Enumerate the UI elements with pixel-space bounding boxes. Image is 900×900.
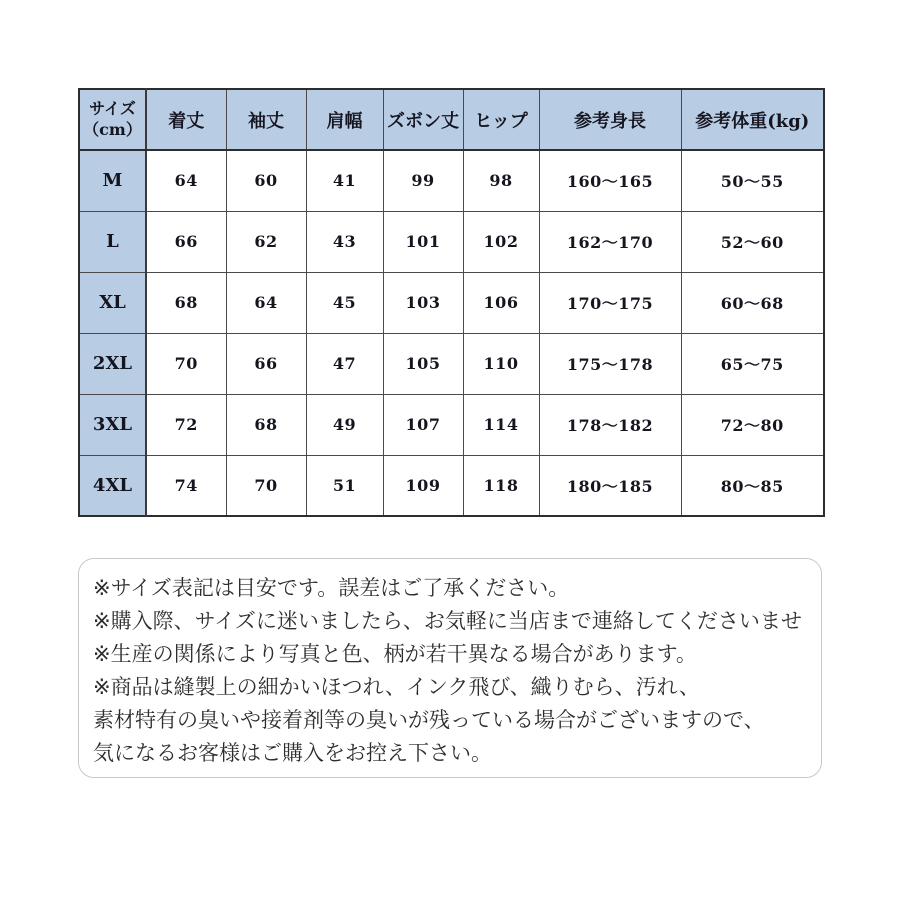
cell-value: 101 xyxy=(383,211,463,272)
size-label: M xyxy=(79,150,146,211)
cell-value: 118 xyxy=(463,455,539,516)
cell-value: 60 xyxy=(226,150,306,211)
note-line: 気になるお客様はご購入をお控え下さい。 xyxy=(93,741,492,765)
cell-value: 103 xyxy=(383,272,463,333)
header-row xyxy=(79,89,824,150)
header-cell-reference-weight: 参考体重(kg) xyxy=(681,89,824,150)
size-label: XL xyxy=(79,272,146,333)
size-label: 2XL xyxy=(79,333,146,394)
cell-value: 50〜55 xyxy=(681,150,824,211)
cell-value: 62 xyxy=(226,211,306,272)
cell-value: 60〜68 xyxy=(681,272,824,333)
size-label: 3XL xyxy=(79,394,146,455)
cell-value: 64 xyxy=(146,150,226,211)
cell-value: 49 xyxy=(306,394,383,455)
cell-value: 68 xyxy=(146,272,226,333)
note-line: ※生産の関係により写真と色、柄が若干異なる場合があります。 xyxy=(93,642,697,666)
cell-value: 170〜175 xyxy=(539,272,681,333)
cell-value: 175〜178 xyxy=(539,333,681,394)
size-chart-table xyxy=(78,88,825,517)
cell-value: 160〜165 xyxy=(539,150,681,211)
notes-box xyxy=(78,558,822,778)
cell-value: 162〜170 xyxy=(539,211,681,272)
cell-value: 68 xyxy=(226,394,306,455)
cell-value: 52〜60 xyxy=(681,211,824,272)
cell-value: 72〜80 xyxy=(681,394,824,455)
table-row-3xl xyxy=(79,394,824,455)
size-label: 4XL xyxy=(79,455,146,516)
cell-value: 80〜85 xyxy=(681,455,824,516)
cell-value: 110 xyxy=(463,333,539,394)
cell-value: 45 xyxy=(306,272,383,333)
header-cell-shoulder-width: 肩幅 xyxy=(306,89,383,150)
header-cell-pants-length: ズボン丈 xyxy=(383,89,463,150)
size-unit-line2: （cm） xyxy=(83,119,142,139)
cell-value: 99 xyxy=(383,150,463,211)
cell-value: 66 xyxy=(226,333,306,394)
table-row-l xyxy=(79,211,824,272)
cell-value: 70 xyxy=(226,455,306,516)
header-cell-body-length: 着丈 xyxy=(146,89,226,150)
header-cell-hip: ヒップ xyxy=(463,89,539,150)
cell-value: 43 xyxy=(306,211,383,272)
cell-value: 105 xyxy=(383,333,463,394)
cell-value: 107 xyxy=(383,394,463,455)
table-row-4xl xyxy=(79,455,824,516)
cell-value: 106 xyxy=(463,272,539,333)
note-line: ※購入際、サイズに迷いましたら、お気軽に当店まで連絡してくださいませ xyxy=(93,609,802,633)
note-line: ※商品は縫製上の細かいほつれ、インク飛び、織りむら、汚れ、 xyxy=(93,675,700,699)
table-row-xl xyxy=(79,272,824,333)
size-label: L xyxy=(79,211,146,272)
cell-value: 109 xyxy=(383,455,463,516)
cell-value: 70 xyxy=(146,333,226,394)
cell-value: 180〜185 xyxy=(539,455,681,516)
cell-value: 64 xyxy=(226,272,306,333)
cell-value: 41 xyxy=(306,150,383,211)
cell-value: 74 xyxy=(146,455,226,516)
table-row-m xyxy=(79,150,824,211)
cell-value: 114 xyxy=(463,394,539,455)
cell-value: 66 xyxy=(146,211,226,272)
cell-value: 47 xyxy=(306,333,383,394)
header-cell-reference-height: 参考身長 xyxy=(539,89,681,150)
note-line: 素材特有の臭いや接着剤等の臭いが残っている場合がございますので、 xyxy=(93,708,765,732)
cell-value: 65〜75 xyxy=(681,333,824,394)
header-cell-sleeve-length: 袖丈 xyxy=(226,89,306,150)
cell-value: 98 xyxy=(463,150,539,211)
cell-value: 51 xyxy=(306,455,383,516)
note-line: ※サイズ表記は目安です。誤差はご了承ください。 xyxy=(93,576,570,600)
header-cell-size-unit xyxy=(79,89,146,150)
cell-value: 72 xyxy=(146,394,226,455)
cell-value: 178〜182 xyxy=(539,394,681,455)
size-unit-line1: サイズ xyxy=(89,98,136,118)
table-row-2xl xyxy=(79,333,824,394)
cell-value: 102 xyxy=(463,211,539,272)
